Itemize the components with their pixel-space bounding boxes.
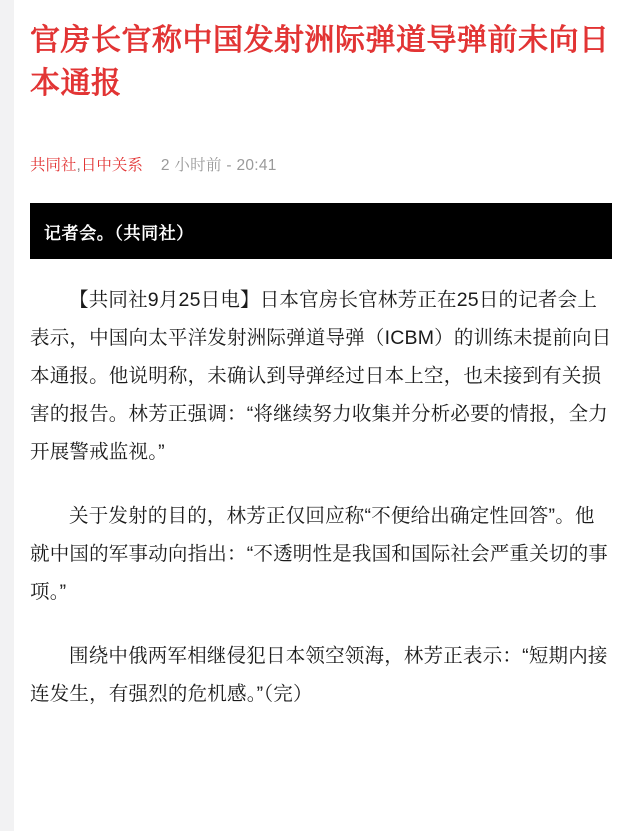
article-image-placeholder xyxy=(30,203,612,259)
article-meta xyxy=(30,153,612,175)
body-paragraph: 关于发射的目的，林芳正仅回应称“不便给出确定性回答”。他就中国的军事动向指出：“不透明性是我国和国际社会严重关切的事项。” xyxy=(30,505,608,604)
image-caption: 记者会。（共同社） xyxy=(44,223,194,243)
meta-separator: , xyxy=(76,157,81,175)
body-paragraph: 围绕中俄两军相继侵犯日本领空领海，林芳正表示：“短期内接连发生，有强烈的危机感。”（完） xyxy=(30,645,608,706)
meta-source[interactable]: 共同社 xyxy=(30,157,77,175)
page-title: 官房长官称中国发射洲际弹道导弹前未向日本通报 xyxy=(30,24,610,100)
meta-topic-tag[interactable]: 日中关系 xyxy=(80,157,143,175)
meta-timestamp: 2 小时前 - 20:41 xyxy=(160,157,277,175)
left-margin-rail xyxy=(0,0,14,831)
article-content xyxy=(14,0,640,831)
body-paragraph: 【共同社9月25日电】日本官房长官林芳正在25日的记者会上表示，中国向太平洋发射洲际弹道导弹（ICBM）的训练未提前向日本通报。他说明称，未确认到导弹经过日本上空，也未接到有关损害的报告。林芳正强调：“将继续努力收集并分析必要的情报，全力开展警戒监视。” xyxy=(30,289,612,464)
article-body xyxy=(30,281,612,713)
